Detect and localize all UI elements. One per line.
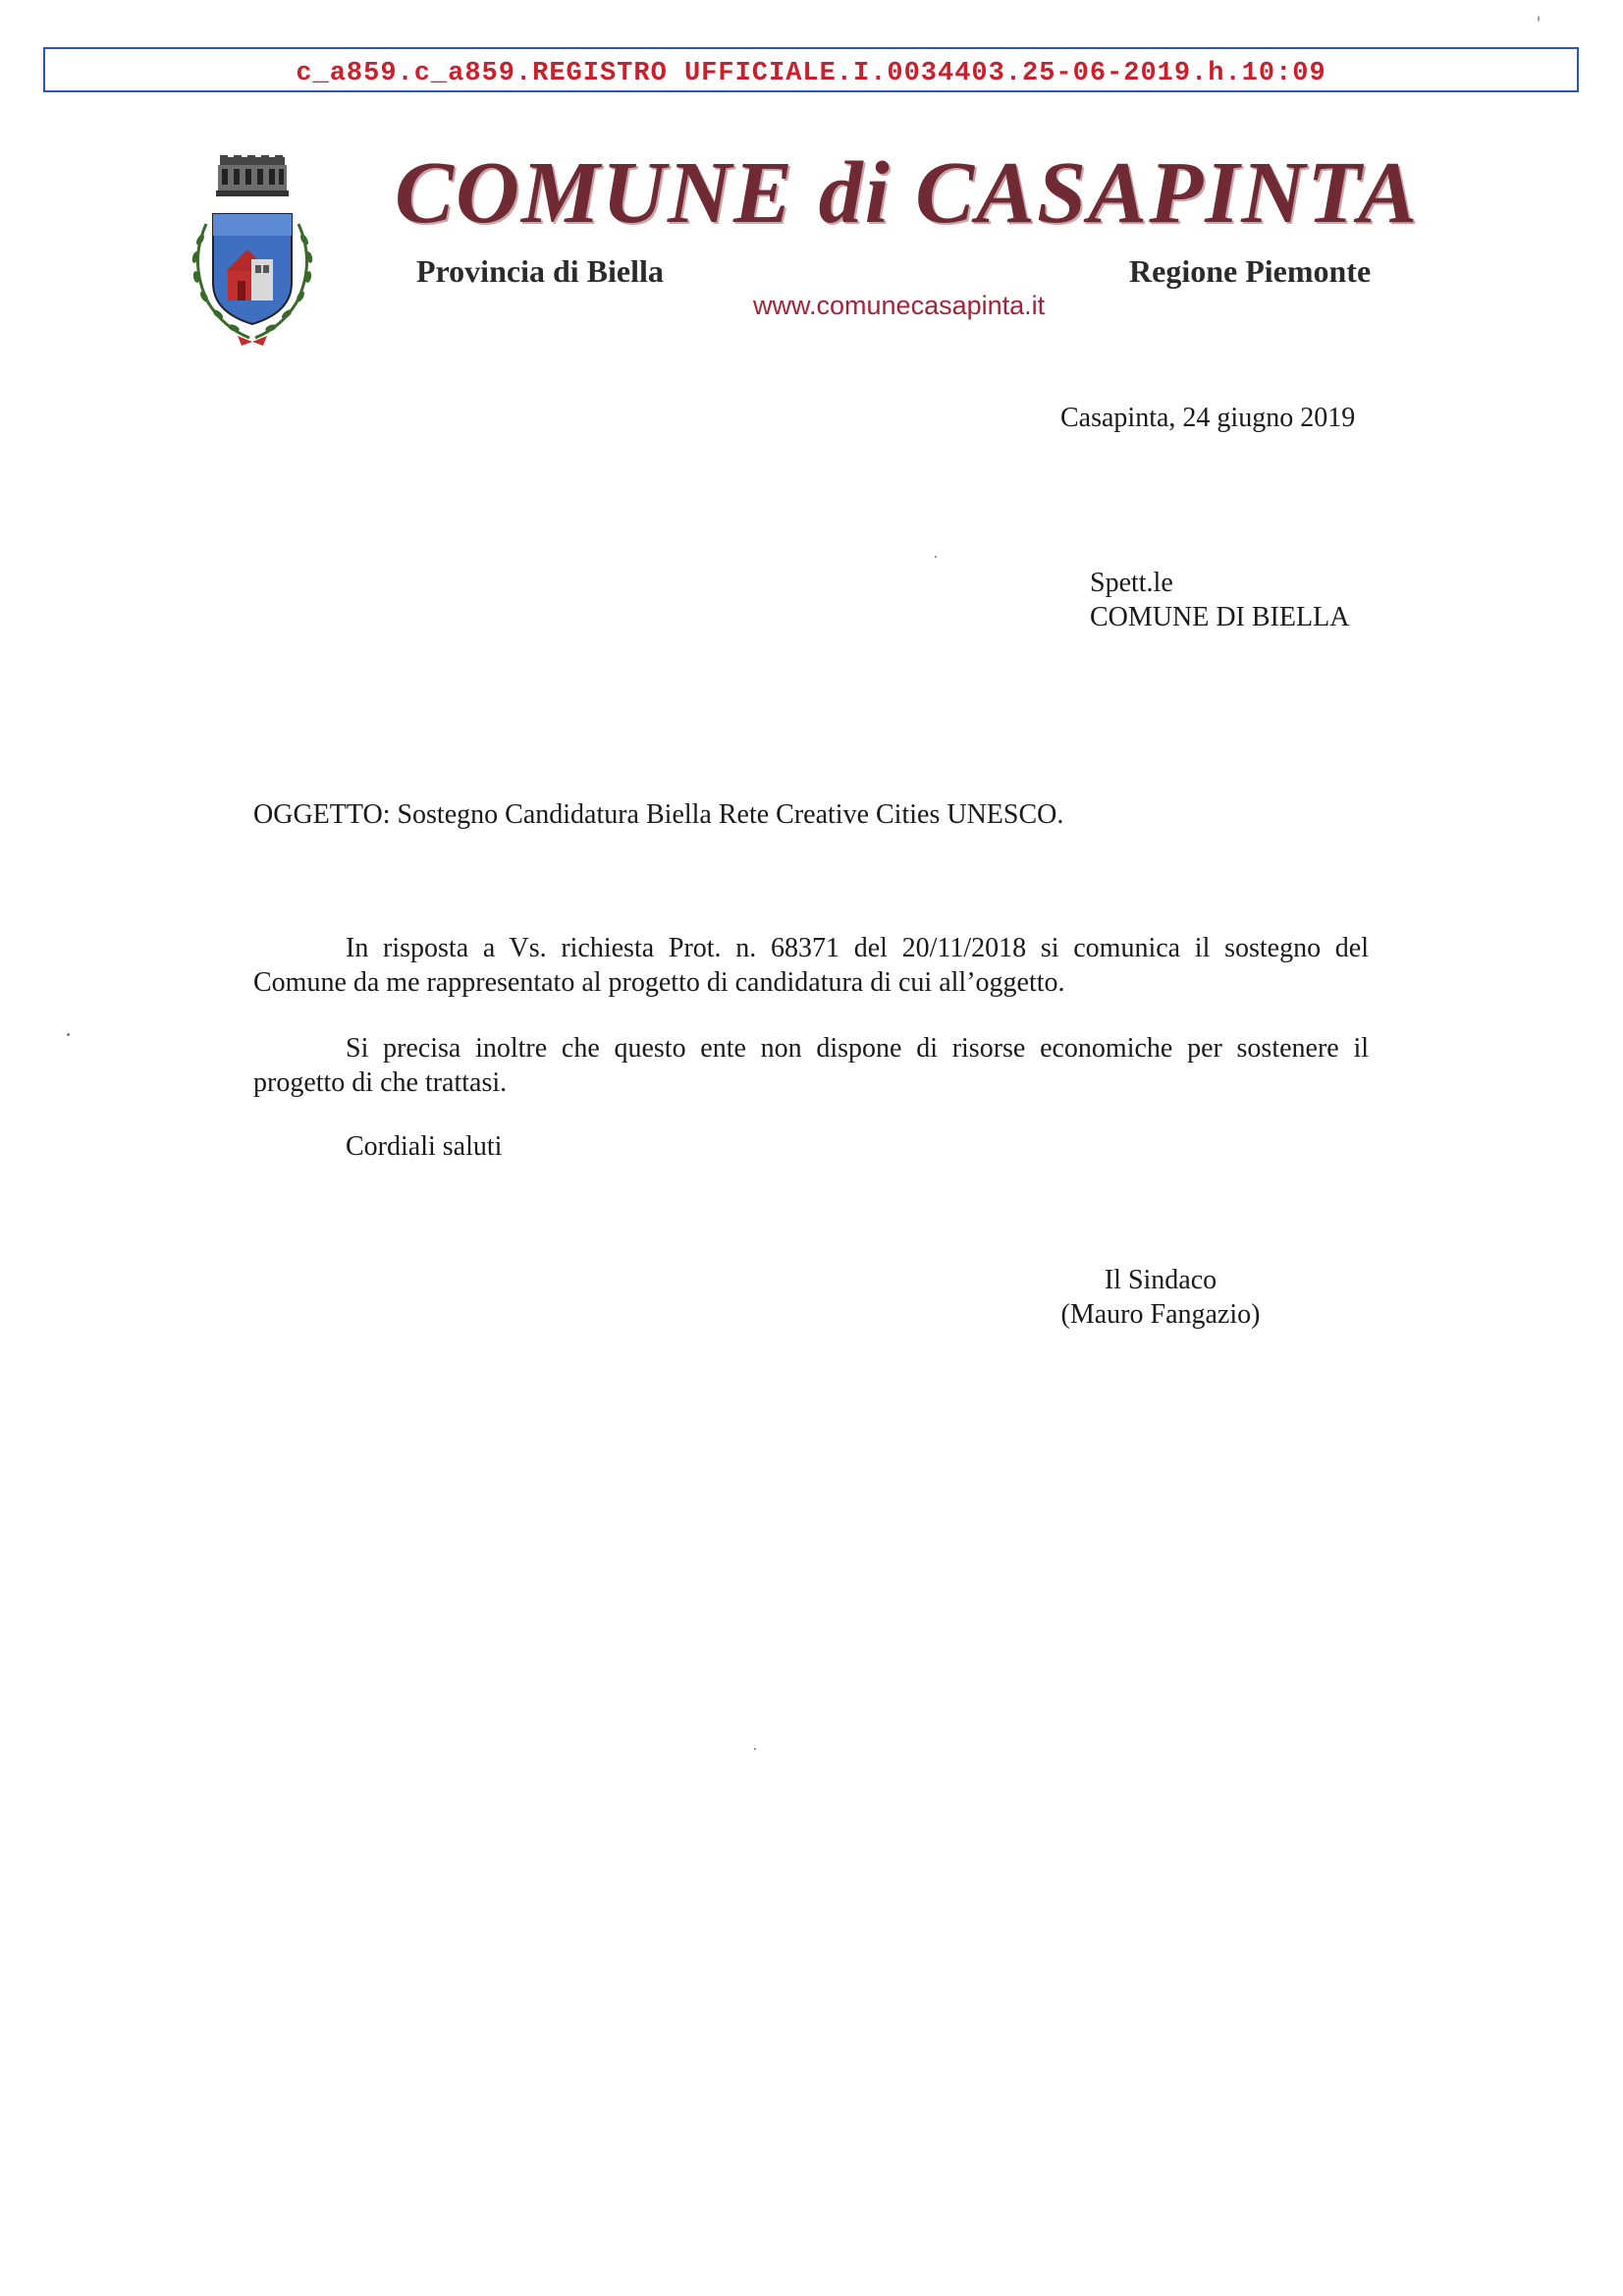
coat-of-arms-icon bbox=[179, 155, 326, 348]
recipient-name: COMUNE DI BIELLA bbox=[1090, 602, 1350, 632]
signature-role: Il Sindaco bbox=[1104, 1265, 1217, 1295]
subject-line: OGGETTO: Sostegno Candidatura Biella Rete Creative Cities UNESCO. bbox=[253, 799, 1064, 830]
scan-speck bbox=[935, 556, 937, 558]
protocol-stamp-text: c_a859.c_a859.REGISTRO UFFICIALE.I.0034403.25-06-2019.h.10:09 bbox=[296, 59, 1326, 88]
scan-speck bbox=[1538, 16, 1540, 22]
website-link[interactable]: www.comunecasapinta.it bbox=[753, 291, 1046, 320]
paragraph-support bbox=[253, 931, 1369, 1000]
paragraph-line: Si precisa inoltre che questo ente non dispone di risorse economiche per sostenere il bbox=[346, 1033, 1369, 1064]
scan-speck bbox=[67, 1033, 70, 1036]
letter-date: Casapinta, 24 giugno 2019 bbox=[1060, 403, 1356, 433]
recipient-block bbox=[1090, 566, 1349, 634]
paragraph-line: progetto di che trattasi. bbox=[253, 1067, 508, 1098]
paragraph-resources bbox=[253, 1031, 1369, 1100]
paragraph-line: In risposta a Vs. richiesta Prot. n. 68371 del 20/11/2018 si comunica il sostegno del bbox=[346, 933, 1369, 963]
paragraph-line: Comune da me rappresentato al progetto di candidatura di cui all’oggetto. bbox=[253, 967, 1065, 998]
region-label: Regione Piemonte bbox=[1129, 253, 1372, 289]
protocol-stamp bbox=[43, 47, 1579, 92]
closing-greeting: Cordiali saluti bbox=[346, 1131, 503, 1162]
province-label: Provincia di Biella bbox=[416, 253, 664, 289]
signature-block bbox=[1053, 1263, 1269, 1332]
recipient-salutation: Spett.le bbox=[1090, 568, 1173, 598]
scan-speck bbox=[754, 1748, 756, 1750]
municipality-title: COMUNE di CASAPINTA bbox=[395, 144, 1420, 242]
signature-name: (Mauro Fangazio) bbox=[1060, 1299, 1261, 1330]
